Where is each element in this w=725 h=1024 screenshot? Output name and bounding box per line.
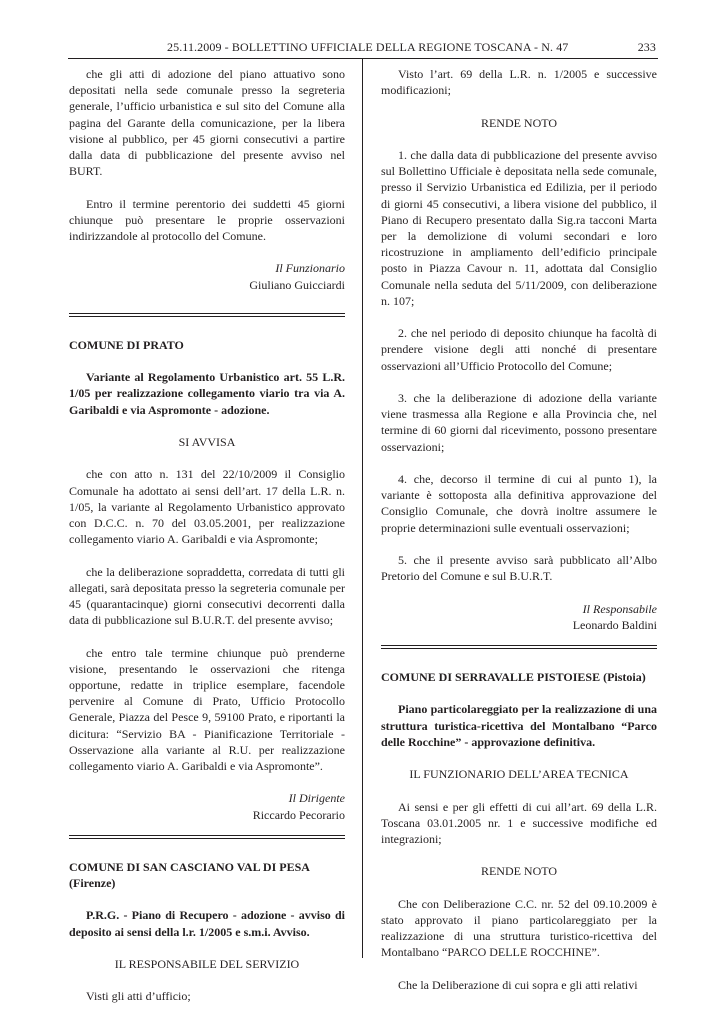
paragraph: Entro il termine perentorio dei suddetti 45 giorni chiunque può presentare le proprie osservazioni indirizzandole al protocollo del Comune. (69, 196, 345, 244)
left-column (69, 66, 345, 1005)
notice-title: Piano particolareggiato per la realizzazione di una struttura turistica-ricettiva del Montalbano “Parco delle Rocchine” - approvazione definitiva. (381, 702, 657, 749)
section-heading: COMUNE DI PRATO (69, 337, 184, 352)
paragraph: Ai sensi e per gli effetti di cui all’art. 69 della L.R. Toscana 03.01.2005 nr. 1 e successive modifiche ed integrazioni; (381, 799, 657, 846)
section-heading: COMUNE DI SAN CASCIANO VAL DI PESA (Firenze) (69, 859, 310, 891)
notice-subheading: IL FUNZIONARIO DELL’AREA TECNICA (409, 767, 629, 782)
right-column (381, 66, 657, 993)
paragraph: Visti gli atti d’ufficio; (86, 989, 191, 1004)
section-heading: COMUNE DI SERRAVALLE PISTOIESE (Pistoia) (381, 670, 646, 684)
notice-title: Variante al Regolamento Urbanistico art. 55 L.R. 1/05 per realizzazione collegamento viario tra via A. Garibaldi e via Aspromonte - adozione. (69, 370, 345, 417)
signature-name: Leonardo Baldini (572, 617, 657, 632)
page-header (68, 40, 656, 60)
paragraph: che con atto n. 131 del 22/10/2009 il Consiglio Comunale ha adottato ai sensi dell’art. 17 della L.R. n. 1/05, la variante al Regolamento Urbanistico approvato con D.C.C. n. 70 del 03.05.2001, per realizzazione collegamento viario A. Garibaldi e via Aspromonte; (69, 467, 345, 547)
list-item: 5. che il presente avviso sarà pubblicato all’Albo Pretorio del Comune e sul B.U.R.T. (381, 553, 657, 584)
notice-subheading: RENDE NOTO (480, 864, 558, 879)
page-number: 233 (637, 40, 656, 54)
column-divider (362, 58, 363, 958)
paragraph: Che la Deliberazione di cui sopra e gli atti relativi (398, 977, 638, 992)
paragraph: Che con Deliberazione C.C. nr. 52 del 09.10.2009 è stato approvato il piano particolareggiato per la realizzazione di una struttura turistico-ricettiva del Montalbano “PARCO DELLE ROCCHINE”. (381, 896, 657, 960)
list-item: 3. che la deliberazione di adozione della variante viene trasmessa alla Regione e alla Provincia che, nel termine di 60 giorni dal ricevimento, possono presentare osservazioni; (381, 391, 657, 454)
signature-role: Il Responsabile (582, 601, 657, 616)
notice-subheading: SI AVVISA (178, 435, 236, 449)
paragraph: che la deliberazione sopraddetta, corredata di tutti gli allegati, sarà depositata presso la segreteria comunale per 45 (quarantacinque) giorni consecutivi decorrenti dalla data di pubblicazione sul B.U.R.T. del presente avviso; (69, 564, 345, 628)
signature-name: Riccardo Pecorario (252, 807, 345, 822)
signature-role: Il Dirigente (288, 791, 345, 806)
list-item: 1. che dalla data di pubblicazione del presente avviso sul Bollettino Ufficiale è depositata nella sede comunale, presso il Servizio Urbanistica ed Edilizia, per il periodo di giorni 45 consecutivi, a libera visione del pubblico, il Piano di Recupero presentato dalla Sig.ra tacconi Marta per la demolizione di volumi secondari e loro ricostruzione in ampliamento dell’edificio principale posto in Piazza Cavour n. 11, adottata dal Consiglio Comunale nella seduta del 5/11/2009, con deliberazione n. 107; (381, 147, 657, 308)
signature-name: Giuliano Guicciardi (249, 277, 345, 292)
list-item: 4. che, decorso il termine di cui al punto 1), la variante è sottoposta alla definitiva approvazione del Consiglio Comunale, che dovrà inoltre assumere le proprie determinazioni sulle eventuali osservazioni; (381, 472, 657, 535)
signature-role: Il Funzionario (275, 261, 345, 276)
list-item: 2. che nel periodo di deposito chiunque ha facoltà di prendere visione degli atti nonché di presentare osservazioni all’Ufficio Protocollo del Comune; (381, 326, 657, 373)
header-divider (68, 58, 658, 59)
paragraph: Visto l’art. 69 della L.R. n. 1/2005 e successive modificazioni; (381, 67, 657, 98)
notice-subheading: IL RESPONSABILE DEL SERVIZIO (114, 957, 300, 971)
paragraph: che entro tale termine chiunque può prenderne visione, presentando le osservazioni che ritenga opportune, redatte in triplice esemplare, facendole pervenire al Comune di Prato, Ufficio Protocollo Generale, Piazza del Pesce 9, 59100 Prato, e riportanti la dicitura: “Servizio BA - Pianificazione Territoriale - Osservazione alla variante al R.U. per realizzazione collegamento viario A. Garibaldi e via Aspromonte”. (69, 645, 345, 774)
notice-subheading: RENDE NOTO (480, 115, 558, 130)
paragraph: che gli atti di adozione del piano attuativo sono depositati nella sede comunale presso la segreteria generale, l’ufficio urbanistica e sul sito del Comune alla pagina del Garante della comunicazione, per la libera visione al pubblico, per 45 giorni consecutivi a partire dalla data di pubblicazione del presente avviso nel BURT. (69, 67, 345, 179)
notice-title: P.R.G. - Piano di Recupero - adozione - avviso di deposito ai sensi della l.r. 1/2005 e s.m.i. Avviso. (69, 908, 345, 939)
bulletin-title: 25.11.2009 - BOLLETTINO UFFICIALE DELLA REGIONE TOSCANA - N. 47 (167, 40, 569, 54)
